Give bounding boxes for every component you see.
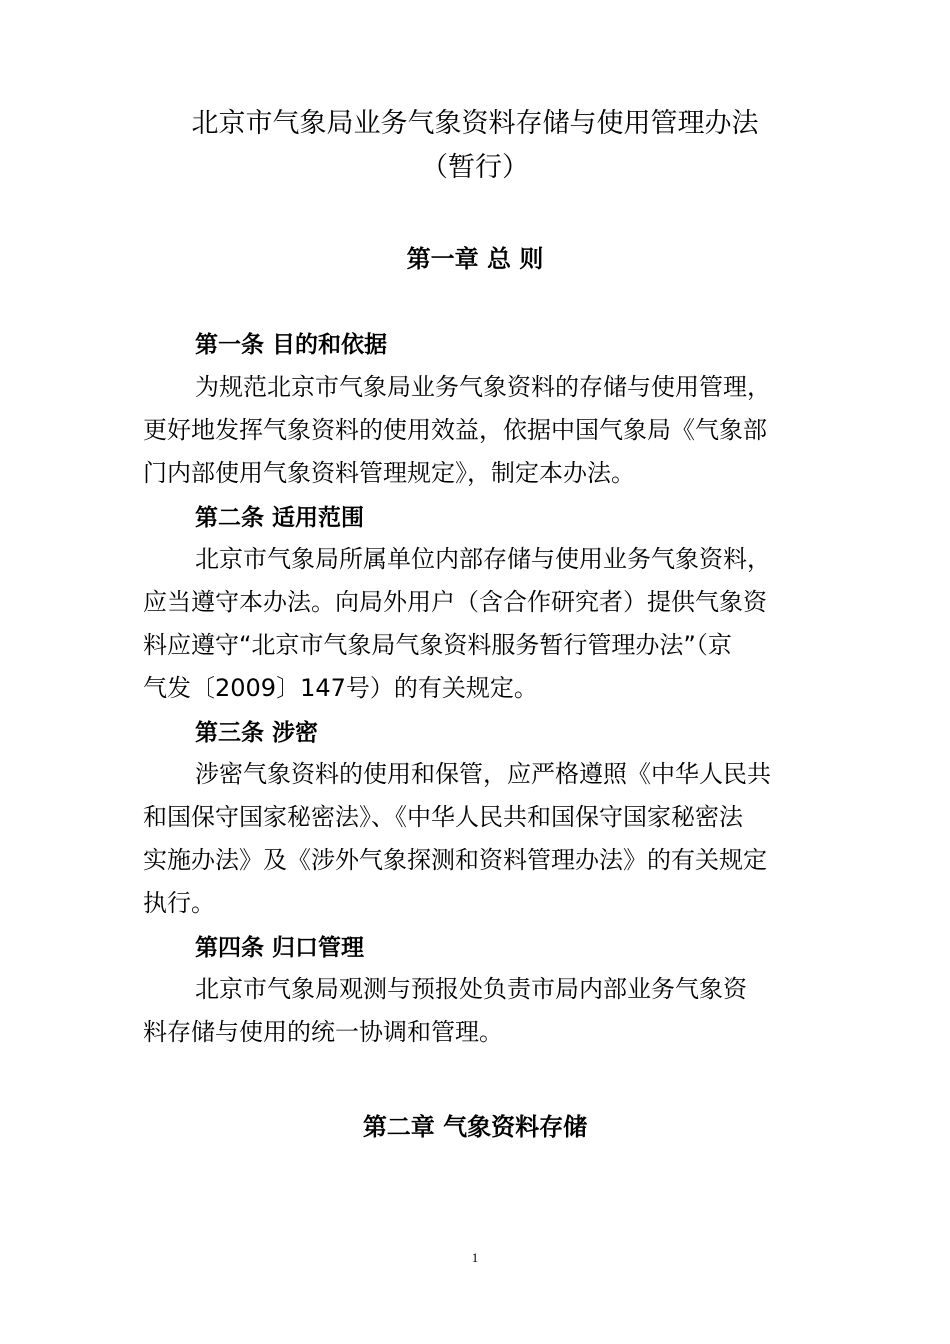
paragraph-line: 更好地发挥气象资料的使用效益，依据中国气象局《气象部: [143, 416, 767, 444]
paragraph-line: 料应遵守“北京市气象局气象资料服务暂行管理办法”（京: [143, 631, 732, 659]
document-title: 北京市气象局业务气象资料存储与使用管理办法: [191, 108, 759, 139]
article-heading-4: 第四条 归口管理: [195, 935, 365, 961]
paragraph-line: 执行。: [143, 889, 215, 917]
article-body-2: [143, 538, 813, 710]
chapter-heading-1: 第一章 总 则: [406, 245, 544, 273]
article-body-3: [143, 753, 813, 925]
paragraph-line: 为规范北京市气象局业务气象资料的存储与使用管理，: [195, 373, 771, 401]
document-subtitle: （暂行）: [421, 152, 529, 183]
article-body-1: [143, 366, 813, 495]
page-number: 1: [471, 1250, 479, 1265]
paragraph-line: 应当遵守本办法。向局外用户（含合作研究者）提供气象资: [143, 588, 767, 616]
paragraph-line: 料存储与使用的统一协调和管理。: [143, 1018, 503, 1046]
paragraph-line: 和国保守国家秘密法》、《中华人民共和国保守国家秘密法: [143, 803, 743, 831]
paragraph-line: 实施办法》及《涉外气象探测和资料管理办法》的有关规定: [143, 846, 767, 874]
article-body-4: [143, 968, 813, 1054]
article-heading-3: 第三条 涉密: [195, 720, 319, 746]
article-heading-1: 第一条 目的和依据: [195, 332, 388, 358]
chapter-heading-2: 第二章 气象资料存储: [362, 1113, 588, 1141]
paragraph-line: 北京市气象局所属单位内部存储与使用业务气象资料，: [195, 545, 771, 573]
paragraph-line: 涉密气象资料的使用和保管，应严格遵照《中华人民共: [195, 760, 771, 788]
paragraph-line: 门内部使用气象资料管理规定》，制定本办法。: [143, 459, 635, 487]
paragraph-line: 气发〔2009〕147号）的有关规定。: [143, 674, 538, 702]
paragraph-line: 北京市气象局观测与预报处负责市局内部业务气象资: [195, 975, 747, 1003]
article-heading-2: 第二条 适用范围: [195, 505, 365, 531]
